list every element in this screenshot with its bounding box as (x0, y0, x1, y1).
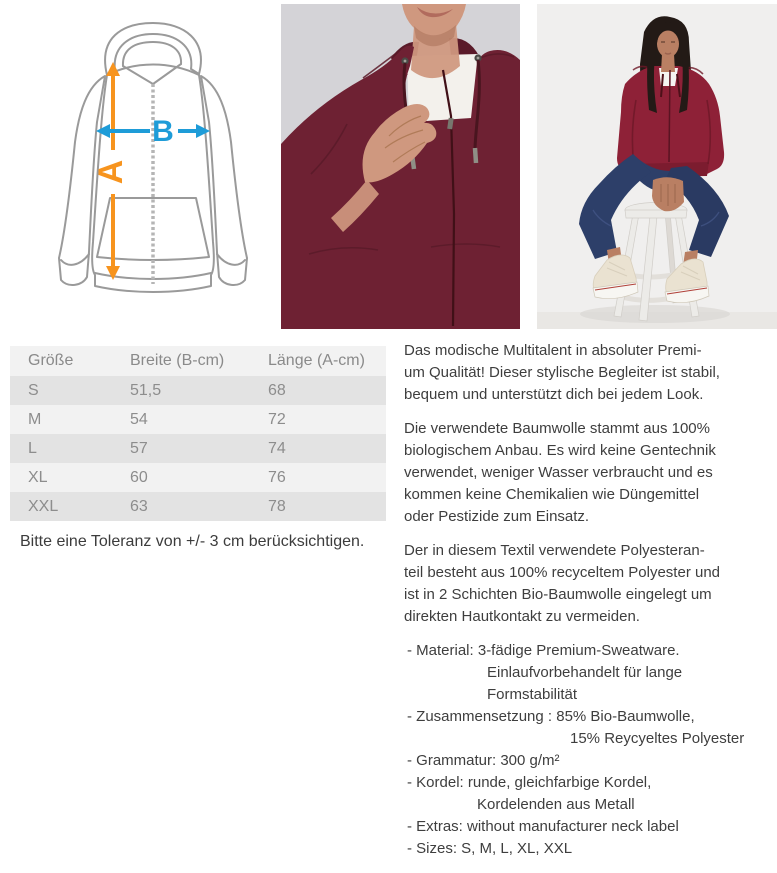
tolerance-note: Bitte eine Toleranz von +/- 3 cm berücksichtigen. (20, 533, 365, 550)
spec-zusammensetzung: - Zusammensetzung : 85% Bio-Baumwolle, (407, 708, 695, 725)
fullbody-zipper (669, 70, 670, 162)
spec-extras: - Extras: without manufacturer neck label (407, 818, 679, 835)
model-closeup-photo[interactable] (281, 4, 520, 329)
table-row: XL 60 76 (10, 463, 386, 492)
column-header-groesse: Größe (28, 352, 74, 369)
table-row: L 57 74 (10, 434, 386, 463)
column-header-laenge: Länge (A-cm) (268, 352, 365, 369)
hoodie-measurement-diagram (10, 0, 268, 328)
description-paragraph-2: Die verwendete Baumwolle stammt aus 100% biologischem Anbau. Es wird keine Gentechnik verwendet, weniger Wasser verbraucht und es kommen keine Chemikalien wie Düngemittel oder Pestizide zum Einsatz. (404, 420, 716, 525)
floor-shadow (580, 305, 730, 323)
product-description (404, 340, 776, 872)
description-paragraph-1: Das modische Multitalent in absoluter Premi- um Qualität! Dieser stylische Begleiter ist stabil, bequem und unterstützt dich bei jedem Look. (404, 342, 720, 403)
table-row: XXL 63 78 (10, 492, 386, 521)
a-label: A (91, 159, 130, 185)
spec-sizes: - Sizes: S, M, L, XL, XXL (407, 840, 573, 857)
table-row: S 51,5 68 (10, 376, 386, 405)
size-table-header (10, 346, 386, 376)
column-header-breite: Breite (B-cm) (130, 352, 225, 369)
b-label: B (152, 114, 174, 148)
spec-list: - Material: 3-fädige Premium-Sweatware. Einlaufvorbehandelt für lange Formstabilität - Zusammensetzung : 85% Bio-Baumwolle, 15% Reycyeltes Polyester - Grammatur: 300 g/m² - Kordel: runde, gleichfarbige Kordel, Kordelenden aus Metall - Extras: without manufacturer neck label - Sizes: S, M, L, XL, XXL (404, 640, 776, 860)
spec-kordel: - Kordel: runde, gleichfarbige Kordel, (407, 774, 652, 791)
model-fullbody-photo[interactable] (537, 4, 777, 329)
spec-grammatur: - Grammatur: 300 g/m² (407, 752, 560, 769)
spec-material: - Material: 3-fädige Premium-Sweatware. (407, 642, 680, 659)
description-paragraph-3: Der in diesem Textil verwendete Polyesteran- teil besteht aus 100% recyceltem Polyester und ist in 2 Schichten Bio-Baumwolle eingelegt um direkten Hautkontakt zu vermeiden. (404, 542, 721, 625)
table-row: M 54 72 (10, 405, 386, 434)
size-table (10, 346, 386, 521)
size-diagram-image[interactable] (10, 0, 268, 328)
